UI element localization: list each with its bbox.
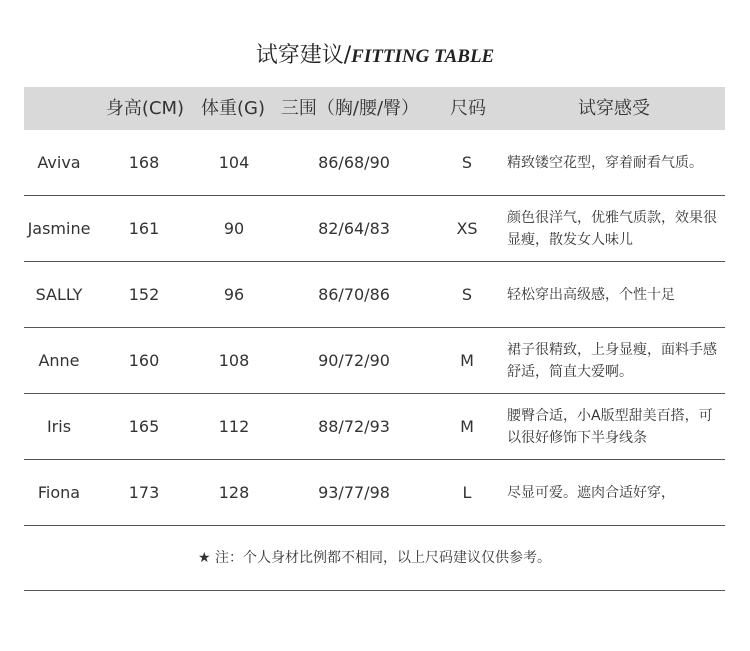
- fitting-feeling: 腰臀合适，小A版型甜美百搭，可以很好修饰下半身线条: [507, 407, 713, 446]
- header-size: 尺码: [450, 98, 486, 119]
- header-feeling: 试穿感受: [578, 98, 650, 119]
- weight-value: 96: [223, 285, 245, 304]
- measurements-value: 90/72/90: [318, 351, 390, 370]
- model-name: SALLY: [35, 285, 83, 304]
- footnote: ★ 注：个人身材比例都不相同，以上尺码建议仅供参考。: [24, 527, 725, 591]
- model-name: Anne: [38, 351, 80, 370]
- fitting-feeling: 精致镂空花型，穿着耐看气质。: [507, 154, 703, 171]
- measurements-value: 86/68/90: [318, 153, 390, 172]
- size-value: M: [460, 351, 474, 370]
- measurements-value: 86/70/86: [318, 285, 390, 304]
- table-header: [24, 87, 725, 130]
- header-height: 身高(CM): [105, 98, 185, 119]
- title-english: FITTING TABLE: [351, 46, 495, 67]
- fitting-feeling: 颜色很洋气，优雅气质款，效果很显瘦，散发女人味儿: [507, 209, 717, 248]
- table-row: [24, 394, 725, 460]
- table-row: [24, 328, 725, 394]
- measurements-value: 82/64/83: [318, 219, 390, 238]
- height-value: 160: [128, 351, 160, 370]
- header-weight: 体重(G): [201, 98, 265, 119]
- fitting-feeling: 尽显可爱。遮肉合适好穿，: [507, 484, 675, 501]
- size-value: S: [461, 285, 473, 304]
- model-name: Jasmine: [27, 219, 91, 238]
- model-name: Iris: [46, 417, 72, 436]
- header-measurements: 三围（胸/腰/臀）: [280, 98, 420, 119]
- size-value: M: [460, 417, 474, 436]
- weight-value: 112: [218, 417, 250, 436]
- measurements-value: 93/77/98: [318, 483, 390, 502]
- title-chinese: 试穿建议/: [255, 43, 352, 68]
- table-row: [24, 262, 725, 328]
- size-value: L: [462, 483, 472, 502]
- height-value: 173: [128, 483, 160, 502]
- model-name: Aviva: [37, 153, 81, 172]
- height-value: 168: [128, 153, 160, 172]
- size-value: S: [461, 153, 473, 172]
- height-value: 152: [128, 285, 160, 304]
- table-row: [24, 196, 725, 262]
- height-value: 161: [128, 219, 160, 238]
- fitting-feeling: 裙子很精致，上身显瘦，面料手感舒适，简直大爱啊。: [507, 341, 717, 380]
- fitting-feeling: 轻松穿出高级感，个性十足: [507, 286, 675, 303]
- weight-value: 128: [218, 483, 250, 502]
- weight-value: 108: [218, 351, 250, 370]
- weight-value: 90: [223, 219, 245, 238]
- model-name: Fiona: [37, 483, 81, 502]
- weight-value: 104: [218, 153, 250, 172]
- height-value: 165: [128, 417, 160, 436]
- fitting-table-body: [24, 130, 725, 526]
- table-row: [24, 130, 725, 196]
- size-value: XS: [456, 219, 478, 238]
- page-title: [0, 38, 750, 69]
- table-row: [24, 460, 725, 526]
- measurements-value: 88/72/93: [318, 417, 390, 436]
